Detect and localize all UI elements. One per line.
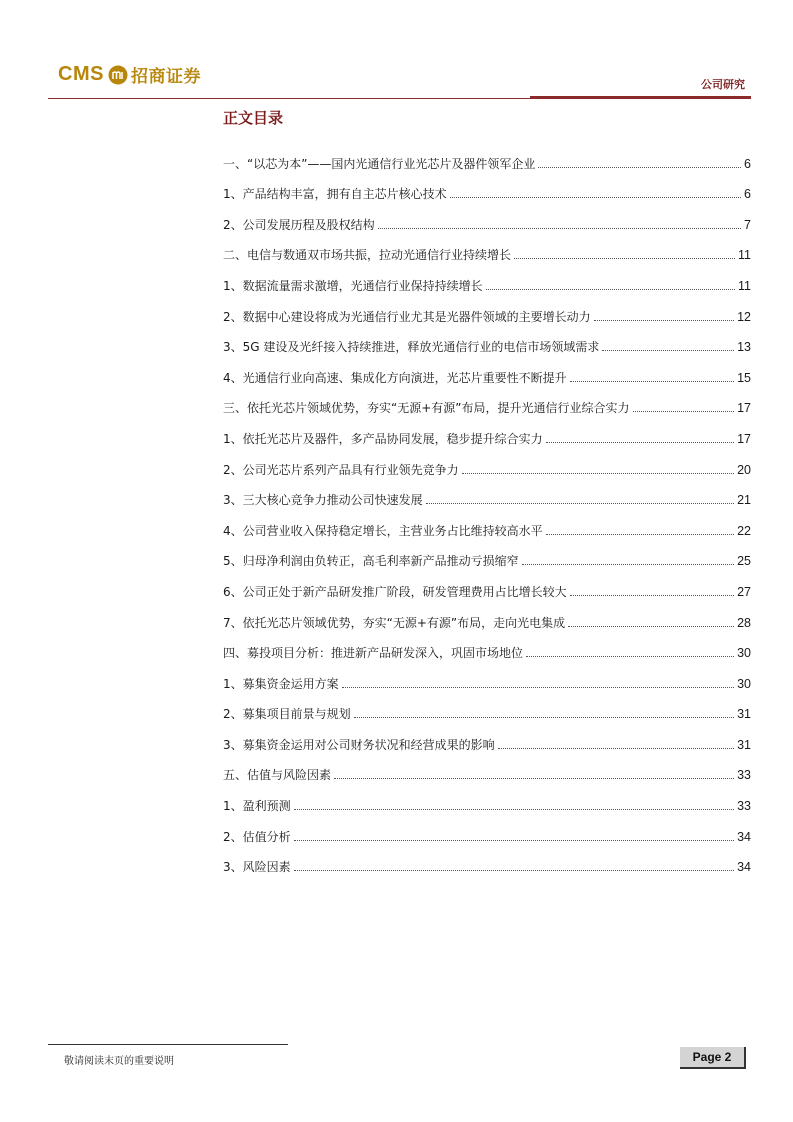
toc-dot-leader (294, 809, 734, 810)
toc-dot-leader (342, 687, 734, 688)
toc-dot-leader (354, 717, 734, 718)
toc-entry[interactable] (223, 539, 751, 570)
toc-entry-page: 34 (737, 860, 751, 875)
toc-entry-page: 6 (744, 187, 751, 202)
toc-entry-title: 7、依托光芯片领域优势，夯实“无源+有源”布局，走向光电集成 (223, 615, 566, 630)
toc-entry[interactable] (223, 783, 751, 814)
toc-entry-title: 6、公司正处于新产品研发推广阶段，研发管理费用占比增长较大 (223, 584, 567, 599)
toc-entry[interactable] (223, 233, 751, 264)
table-of-contents (223, 141, 751, 875)
brand-emblem-icon (108, 65, 128, 85)
toc-entry[interactable] (223, 355, 751, 386)
toc-entry-title: 一、“以芯为本”——国内光通信行业光芯片及器件领军企业 (223, 156, 536, 171)
toc-dot-leader (294, 870, 734, 871)
toc-entry-title: 1、盈利预测 (223, 799, 291, 814)
toc-entry-title: 2、募集项目前景与规划 (223, 707, 351, 722)
toc-dot-leader (450, 197, 741, 198)
toc-entry-page: 28 (737, 615, 751, 630)
toc-entry[interactable] (223, 478, 751, 509)
toc-entry[interactable] (223, 722, 751, 753)
toc-entry-title: 2、数据中心建设将成为光通信行业尤其是光器件领域的主要增长动力 (223, 309, 591, 324)
toc-dot-leader (514, 258, 735, 259)
logo-chinese-name: 招商证券 (130, 67, 201, 87)
toc-dot-leader (633, 411, 735, 412)
toc-entry-page: 22 (737, 523, 751, 538)
toc-entry[interactable] (223, 172, 751, 203)
cms-logo (58, 62, 201, 87)
toc-entry-title: 三、依托光芯片领域优势，夯实“无源+有源”布局，提升光通信行业综合实力 (223, 401, 630, 416)
footer-disclaimer-note: 敬请阅读末页的重要说明 (64, 1056, 174, 1067)
toc-entry-title: 3、5G 建设及光纤接入持续推进，释放光通信行业的电信市场领域需求 (223, 340, 600, 355)
toc-dot-leader (498, 748, 734, 749)
toc-dot-leader (546, 534, 734, 535)
toc-entry[interactable] (223, 294, 751, 325)
toc-dot-leader (486, 289, 735, 290)
toc-entry-page: 6 (744, 156, 751, 171)
logo-text: CMS (58, 63, 104, 85)
toc-entry[interactable] (223, 416, 751, 447)
toc-entry-page: 30 (737, 676, 751, 691)
toc-entry-title: 1、募集资金运用方案 (223, 676, 339, 691)
toc-entry-page: 20 (737, 462, 751, 477)
toc-dot-leader (522, 564, 734, 565)
toc-dot-leader (378, 228, 741, 229)
toc-entry[interactable] (223, 692, 751, 723)
toc-dot-leader (294, 840, 734, 841)
toc-dot-leader (426, 503, 734, 504)
toc-entry-page: 30 (737, 646, 751, 661)
toc-dot-leader (462, 473, 734, 474)
toc-entry-title: 3、风险因素 (223, 860, 291, 875)
page-number-badge: Page 2 (680, 1047, 746, 1069)
toc-entry-page: 7 (744, 217, 751, 232)
toc-entry[interactable] (223, 141, 751, 172)
section-label: 公司研究 (701, 78, 745, 91)
toc-entry-title: 4、公司营业收入保持稳定增长，主营业务占比维持较高水平 (223, 523, 543, 538)
toc-entry-page: 27 (737, 584, 751, 599)
toc-entry[interactable] (223, 814, 751, 845)
toc-dot-leader (570, 595, 734, 596)
toc-entry-title: 2、公司光芯片系列产品具有行业领先竞争力 (223, 462, 459, 477)
toc-entry-page: 21 (737, 493, 751, 508)
toc-entry[interactable] (223, 753, 751, 784)
toc-entry[interactable] (223, 202, 751, 233)
toc-dot-leader (538, 167, 741, 168)
toc-entry-page: 34 (737, 829, 751, 844)
toc-entry[interactable] (223, 845, 751, 876)
toc-dot-leader (594, 320, 734, 321)
toc-dot-leader (568, 626, 734, 627)
toc-entry-title: 1、产品结构丰富，拥有自主芯片核心技术 (223, 187, 447, 202)
toc-entry[interactable] (223, 508, 751, 539)
toc-entry-page: 12 (737, 309, 751, 324)
page-header (0, 0, 793, 100)
toc-entry[interactable] (223, 447, 751, 478)
toc-entry-title: 3、募集资金运用对公司财务状况和经营成果的影响 (223, 737, 495, 752)
toc-entry-page: 31 (737, 707, 751, 722)
toc-entry-title: 2、公司发展历程及股权结构 (223, 217, 375, 232)
toc-entry-page: 15 (737, 370, 751, 385)
toc-entry[interactable] (223, 661, 751, 692)
toc-dot-leader (334, 778, 734, 779)
toc-entry-page: 13 (737, 340, 751, 355)
toc-entry-title: 5、归母净利润由负转正，高毛利率新产品推动亏损缩窄 (223, 554, 519, 569)
toc-entry-page: 33 (737, 768, 751, 783)
toc-entry-title: 五、估值与风险因素 (223, 768, 332, 783)
toc-entry-title: 4、光通信行业向高速、集成化方向演进，光芯片重要性不断提升 (223, 370, 567, 385)
toc-entry-title: 3、三大核心竞争力推动公司快速发展 (223, 493, 423, 508)
toc-dot-leader (546, 442, 734, 443)
toc-entry-title: 2、估值分析 (223, 829, 291, 844)
footer-divider (48, 1044, 288, 1045)
toc-entry[interactable] (223, 600, 751, 631)
toc-dot-leader (602, 350, 734, 351)
toc-entry[interactable] (223, 325, 751, 356)
toc-entry-page: 25 (737, 554, 751, 569)
toc-entry[interactable] (223, 386, 751, 417)
toc-entry[interactable] (223, 631, 751, 662)
toc-entry-title: 四、募投项目分析：推进新产品研发深入，巩固市场地位 (223, 646, 524, 661)
toc-entry-title: 1、依托光芯片及器件，多产品协同发展，稳步提升综合实力 (223, 431, 543, 446)
toc-entry-title: 二、电信与数通双市场共振，拉动光通信行业持续增长 (223, 248, 512, 263)
toc-dot-leader (570, 381, 734, 382)
toc-dot-leader (526, 656, 734, 657)
toc-entry-page: 17 (737, 431, 751, 446)
toc-title: 正文目录 (223, 109, 284, 127)
toc-entry[interactable] (223, 263, 751, 294)
toc-entry-page: 31 (737, 737, 751, 752)
toc-entry-page: 17 (737, 401, 751, 416)
toc-entry-page: 33 (737, 799, 751, 814)
toc-entry[interactable] (223, 569, 751, 600)
toc-entry-page: 11 (738, 248, 751, 263)
header-divider (48, 98, 751, 99)
toc-entry-page: 11 (738, 278, 751, 293)
toc-entry-title: 1、数据流量需求激增，光通信行业保持持续增长 (223, 278, 483, 293)
